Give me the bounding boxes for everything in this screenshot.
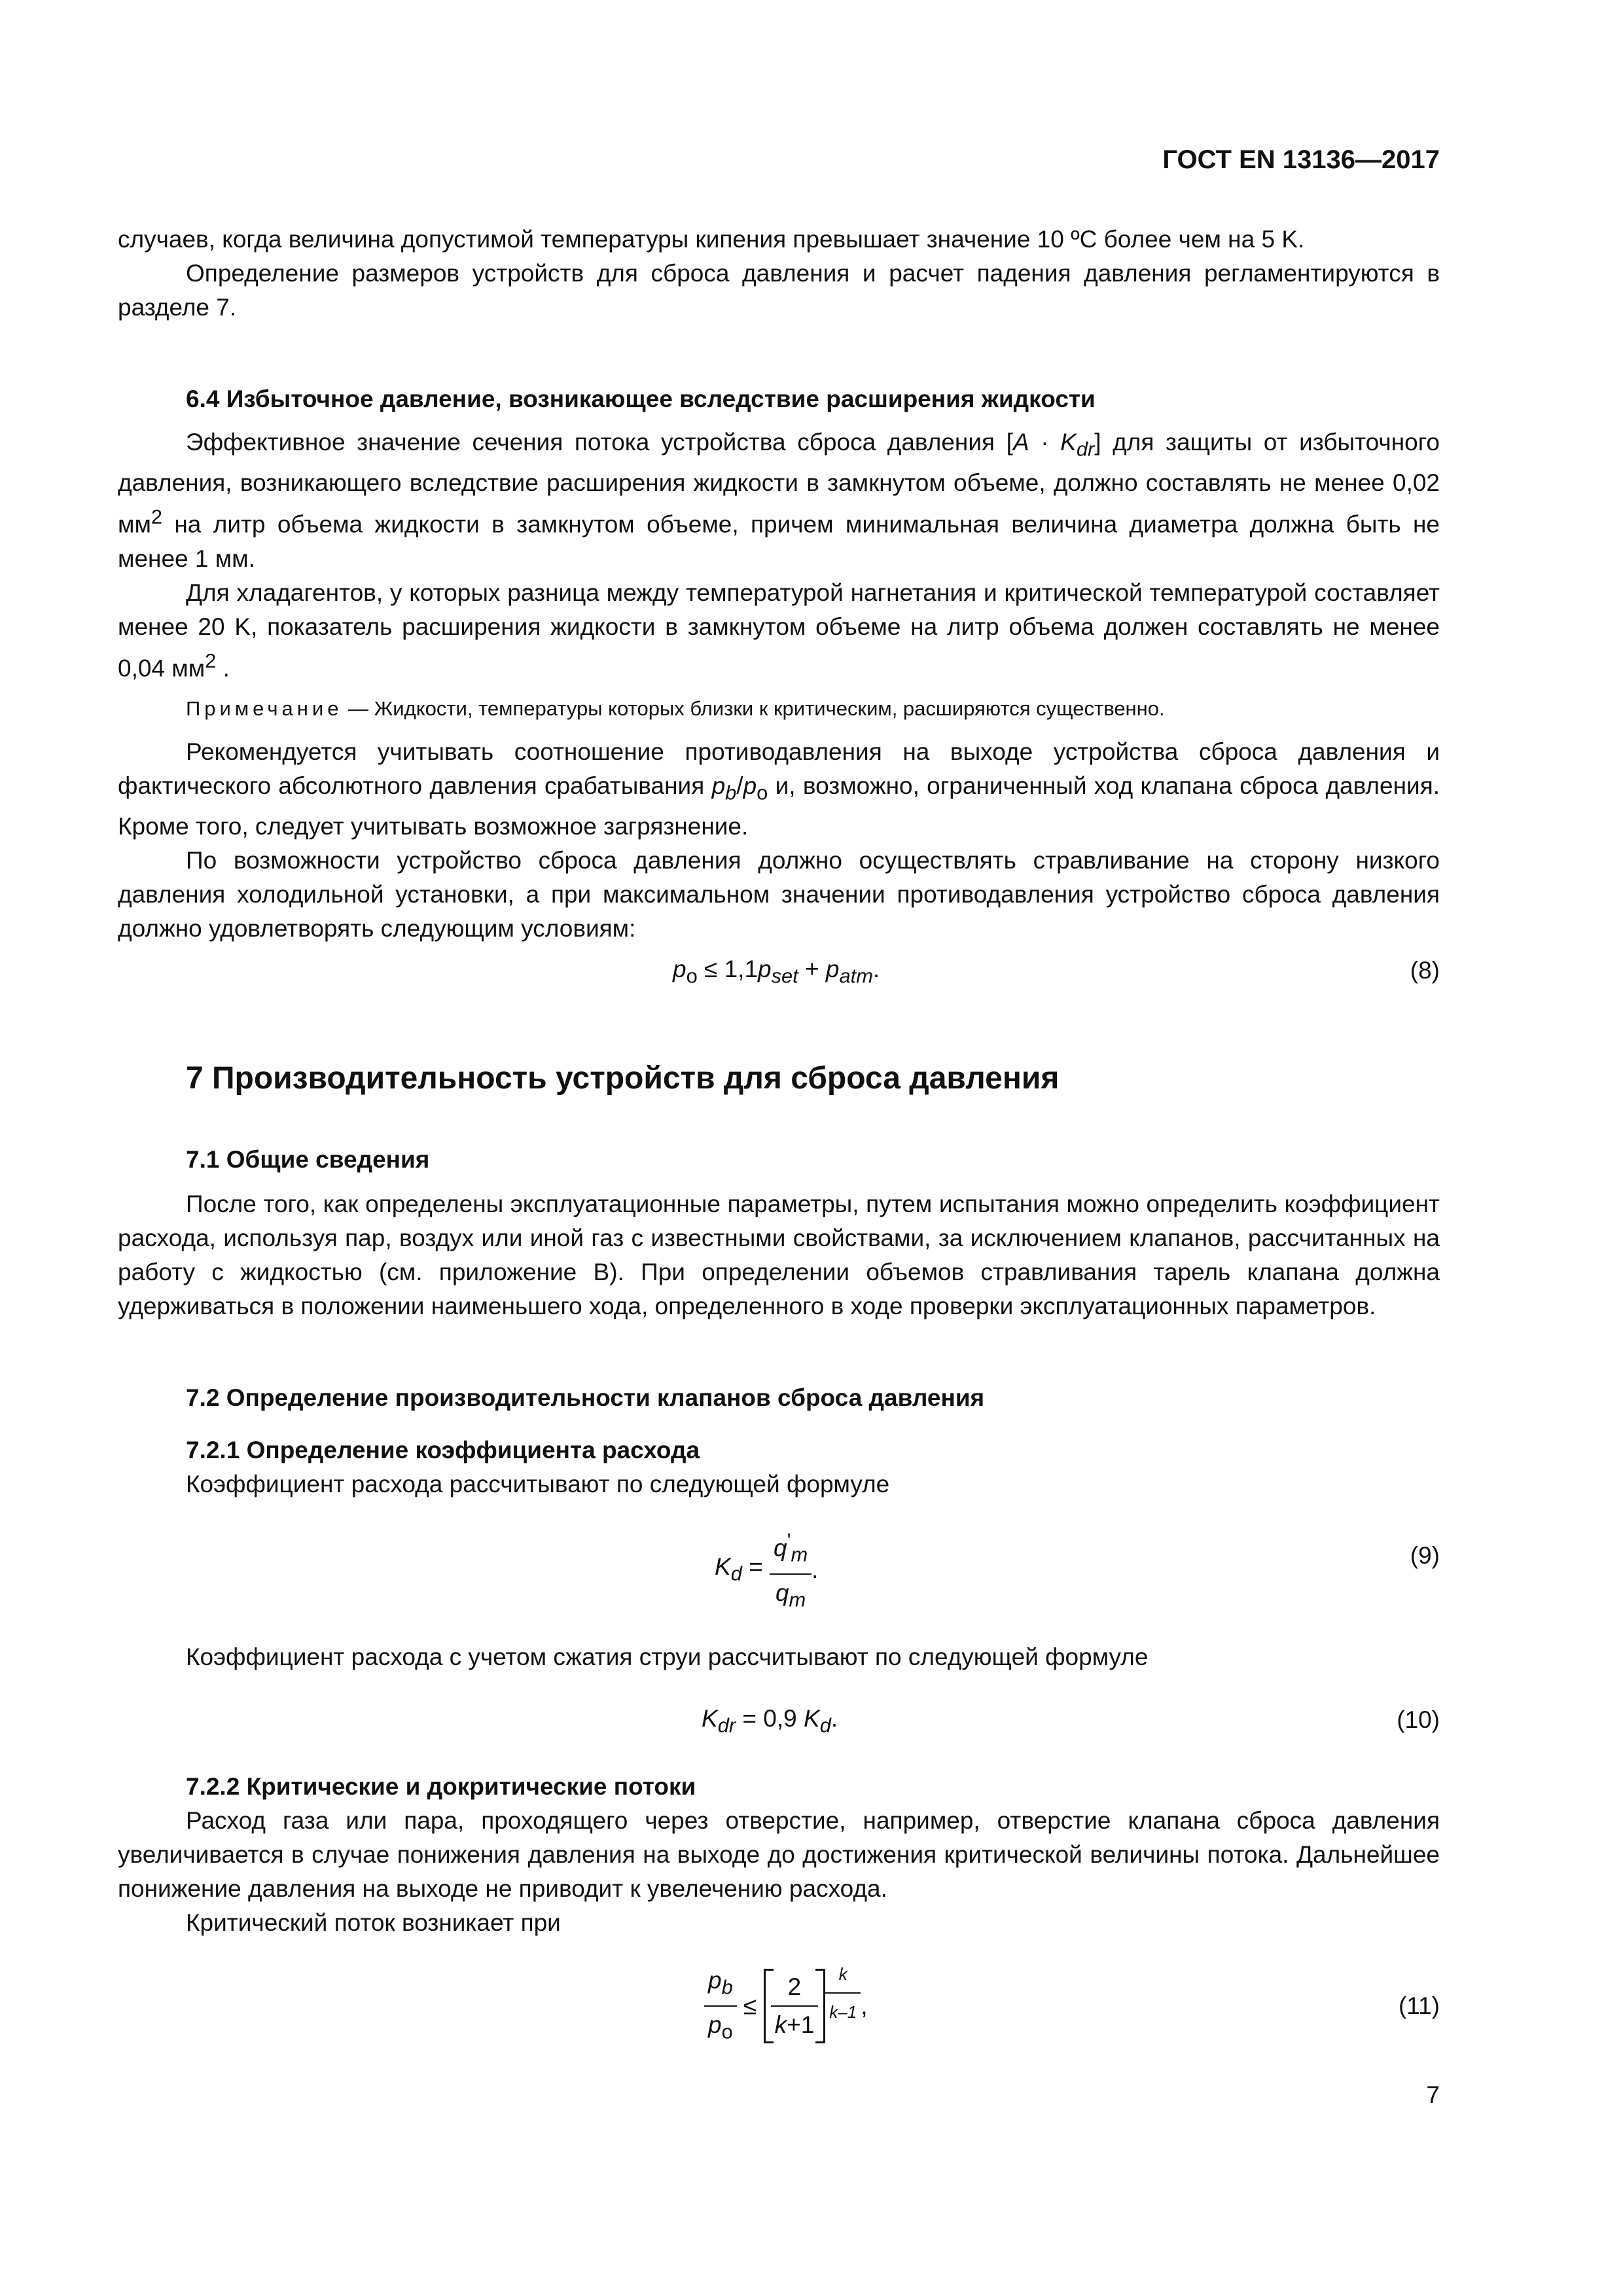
paragraph-continuation: случаев, когда величина допустимой температуры кипения превышает значение 10 ºС более чем на 5 K. <box>118 226 1305 253</box>
page-number: 7 <box>1426 2081 1440 2108</box>
equation-11-exponent: $\frac{k}{k-1}$ <box>825 1957 861 2029</box>
paragraph-contraction-coefficient: Коэффициент расхода с учетом сжатия струи рассчитывают по следующей формуле <box>186 1643 1149 1670</box>
equation-11-pressure-ratio: $\frac{p_b}{p_o}$ <box>704 1964 737 2049</box>
section-7-2-1 <box>118 1433 1440 1501</box>
paragraph-sizing-reference: Определение размеров устройств для сброса давления и расчет падения давления регламентируются в разделе 7. <box>118 260 1440 321</box>
paragraph-backpressure: Рекомендуется учитывать соотношение противодавления на выходе устройства сброса давления и фактического абсолютного давления срабатывания $p_b/p_o$ и, возможно, ограниченный ход клапана сброса давления. Кроме того, следует учитывать возможное загрязнение. <box>118 738 1440 840</box>
paragraph-general-info: После того, как определены эксплуатационные параметры, путем испытания можно определить коэффициент расхода, используя пар, воздух или иной газ с известными свойствами, за исключением клапанов, рассчитанных на работу с жидкостью (см. приложение В). При определении объемов стравливания тарель клапана должна удерживаться в положении наименьшего хода, определенного в ходе проверки эксплуатационных параметров. <box>118 1191 1440 1319</box>
equation-8-number: (8) <box>1410 957 1440 984</box>
section-7-1 <box>118 1143 1440 1323</box>
equation-11: $\frac{p_b}{p_o}$ ≤ $\frac{2}{k+1}$ $\frac{k}{k-1}$ , <box>704 1964 868 2049</box>
paragraph-critical-condition: Критический поток возникает при <box>186 1909 561 1936</box>
equation-9-fraction: $\frac{q'_m}{q_m}$ <box>770 1524 812 1617</box>
document-code: ГОСТ EN 13136—2017 <box>1162 145 1440 174</box>
section-7-2-2-title: 7.2.2 Критические и докритические потоки <box>186 1773 696 1800</box>
note-text: — Жидкости, температуры которых близки к критическим, расширяются существенно. <box>342 697 1165 721</box>
paragraph-low-side-discharge: По возможности устройство сброса давления должно осуществлять стравливание на сторону низкого давления холодильной установки, а при максимальном значении противодавления устройство сброса давления должно удовлетворять следующим условиям: <box>118 847 1440 942</box>
section-7-2-1-title: 7.2.1 Определение коэффициента расхода <box>186 1437 700 1463</box>
section-7-2-2 <box>118 1770 1440 1940</box>
section-7-2-title: 7.2 Определение производительности клапанов сброса давления <box>186 1384 985 1411</box>
equation-8: $p_o \le 1,1p_{set} + p_{atm}$. <box>673 956 880 988</box>
section-6-4-title: 6.4 Избыточное давление, возникающее вследствие расширения жидкости <box>186 386 1096 412</box>
equation-10: $K_{dr} = 0,9$ $K_d$. <box>702 1705 838 1737</box>
equation-10-number: (10) <box>1397 1706 1440 1733</box>
paragraph-critical-flow: Расход газа или пара, проходящего через отверстие, например, отверстие клапана сброса давления увеличивается в случае понижения давления на выходе до достижения критической величины потока. Дальнейшее понижение давления на выходе не приводит к увелечению расхода. <box>118 1807 1440 1902</box>
section-7-title: 7 Производительность устройств для сброса давления <box>186 1061 1060 1096</box>
equation-11-bracket: $\frac{2}{k+1}$ <box>764 1969 826 2043</box>
paragraph-effective-section: Эффективное значение сечения потока устройства сброса давления $[A \cdot K_{dr}]$ для защиты от избыточного давления, возникающего вследствие расширения жидкости в замкнутом объеме, должно составлять не менее 0,02 $мм^2$ на литр объема жидкости в замкнутом объеме, причем минимальная величина диаметра должна быть не менее 1 мм. <box>118 429 1440 572</box>
intro-block <box>118 223 1440 325</box>
section-7-2 <box>118 1381 1440 1415</box>
equation-9: $K_d$ = $\frac{q'_m}{q_m}$ . <box>715 1524 818 1617</box>
section-7 <box>118 1059 1440 1098</box>
section-6-4 <box>118 382 1440 946</box>
paragraph-block-after-9 <box>118 1640 1440 1674</box>
note <box>118 694 1440 723</box>
equation-9-number: (9) <box>1410 1542 1440 1569</box>
section-7-1-title: 7.1 Общие сведения <box>186 1146 430 1173</box>
paragraph-refrigerants: Для хладагентов, у которых разница между температурой нагнетания и критической температурой составляет менее 20 K, показатель расширения жидкости в замкнутом объеме на литр объема должен составлять не менее 0,04 $мм^2$ . <box>118 579 1440 682</box>
equation-11-number: (11) <box>1398 1992 1440 2019</box>
paragraph-discharge-coefficient: Коэффициент расхода рассчитывают по следующей формуле <box>186 1471 890 1498</box>
note-label: Примечание <box>186 697 343 721</box>
